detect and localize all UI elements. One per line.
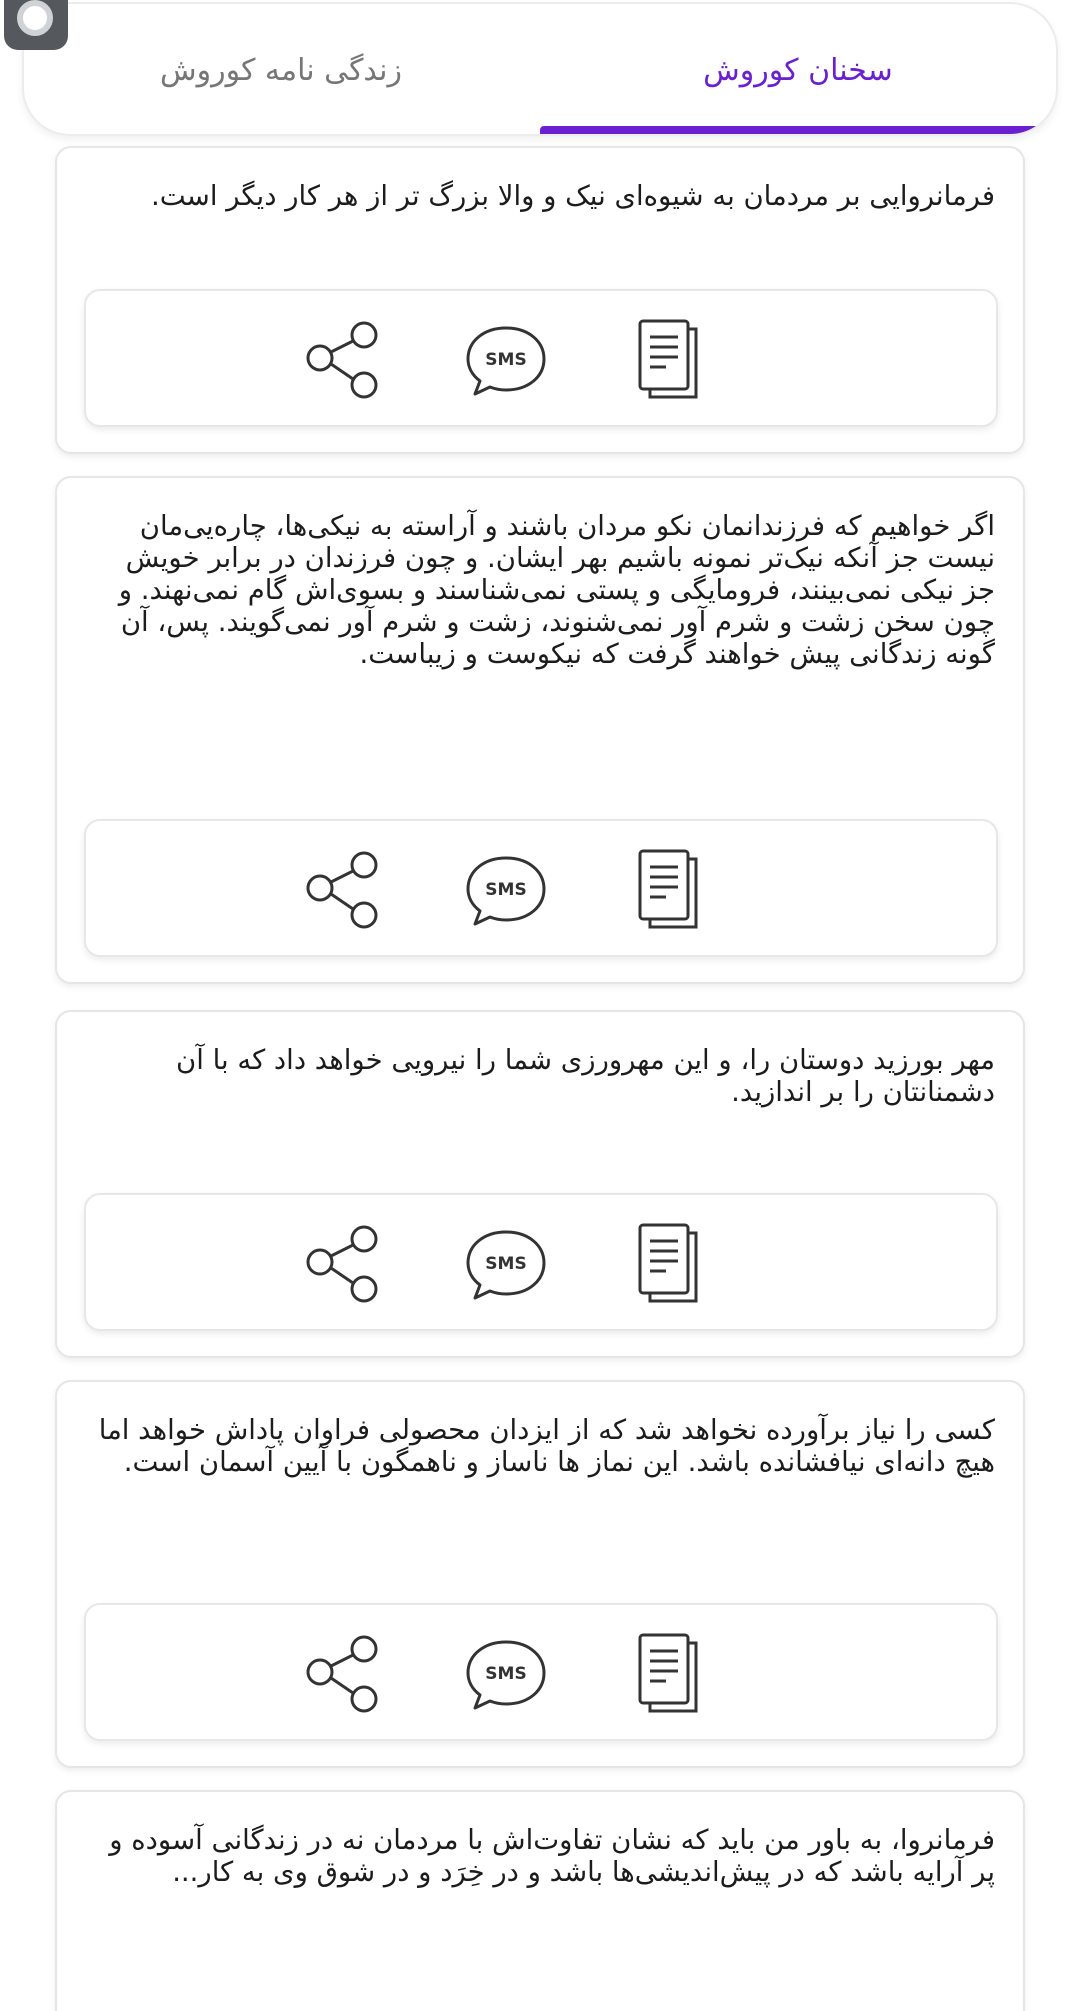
- active-tab-indicator: [540, 126, 1058, 134]
- copy-button[interactable]: [620, 311, 716, 407]
- quote-card: [55, 1380, 1025, 1768]
- quote-actions: [84, 1603, 998, 1741]
- copy-button[interactable]: [620, 841, 716, 937]
- sms-button[interactable]: [458, 311, 554, 407]
- copy-button[interactable]: [620, 1625, 716, 1721]
- sms-button[interactable]: [458, 1215, 554, 1311]
- copy-icon: [620, 1215, 716, 1311]
- floating-assistive-button[interactable]: [4, 0, 68, 50]
- assistive-button-ring: [17, 0, 53, 36]
- tab-bar: [22, 2, 1058, 136]
- svg-text:SMS: SMS: [485, 350, 527, 370]
- quote-card: [55, 1790, 1025, 2011]
- share-button[interactable]: [294, 311, 390, 407]
- tab-biography[interactable]: زندگی نامه کوروش: [160, 52, 402, 88]
- sms-icon: [458, 841, 554, 937]
- quote-text: فرمانروایی بر مردمان به شیوه‌ای نیک و والا بزرگ تر از هر کار دیگر است.: [151, 180, 995, 212]
- copy-icon: [620, 1625, 716, 1721]
- quote-card: [55, 146, 1025, 454]
- share-icon: [294, 311, 390, 407]
- share-icon: [294, 1215, 390, 1311]
- quote-text: اگر خواهیم که فرزندانمان نکو مردان باشند و آراسته به نیکی‌ها، چاره‌یی‌مان نیست جز آنکه نیک‌تر نمونه باشیم بهر ایشان. و چون فرزندان در برابر خویش جز نیکی نمی‌بینند، فرومایگی و پستی نمی‌شناسند و بسوی‌اش گام نمی‌نهند. و چون سخن زشت و شرم آور نمی‌شنوند، زشت و شرم آور نمی‌گویند. پس، آن گونه زندگانی پیش خواهند گرفت که نیکوست و زیباست.: [118, 510, 995, 670]
- sms-icon: [458, 1215, 554, 1311]
- sms-icon: [458, 311, 554, 407]
- quote-actions: [84, 289, 998, 427]
- quote-text: فرمانروا، به باور من باید که نشان تفاوت‌اش با مردمان نه در زندگانی آسوده و پر آرایه باشد که در پیش‌اندیشی‌ها باشد و در خِرَد و در شوق وی به کار...: [109, 1824, 995, 1888]
- share-icon: [294, 1625, 390, 1721]
- quote-actions: [84, 819, 998, 957]
- copy-button[interactable]: [620, 1215, 716, 1311]
- quote-text: مهر بورزید دوستان را، و این مهرورزی شما را نیرویی خواهد داد که با آن دشمنانتان را بر اندازید.: [176, 1044, 995, 1108]
- quote-card: [55, 1010, 1025, 1358]
- share-button[interactable]: [294, 1625, 390, 1721]
- quote-card: [55, 476, 1025, 984]
- svg-text:SMS: SMS: [485, 1254, 527, 1274]
- sms-button[interactable]: [458, 841, 554, 937]
- sms-icon: [458, 1625, 554, 1721]
- quote-actions: [84, 1193, 998, 1331]
- share-button[interactable]: [294, 841, 390, 937]
- svg-text:SMS: SMS: [485, 1664, 527, 1684]
- tab-quotes[interactable]: سخنان کوروش: [703, 52, 893, 88]
- quote-text: کسی را نیاز برآورده نخواهد شد که از ایزدان محصولی فراوان پاداش خواهد اما هیچ دانه‌ای نیافشانده باشد. این نماز ها ناساز و ناهمگون با آیین آسمان است.: [98, 1414, 995, 1478]
- sms-button[interactable]: [458, 1625, 554, 1721]
- svg-text:SMS: SMS: [485, 880, 527, 900]
- copy-icon: [620, 311, 716, 407]
- share-icon: [294, 841, 390, 937]
- copy-icon: [620, 841, 716, 937]
- share-button[interactable]: [294, 1215, 390, 1311]
